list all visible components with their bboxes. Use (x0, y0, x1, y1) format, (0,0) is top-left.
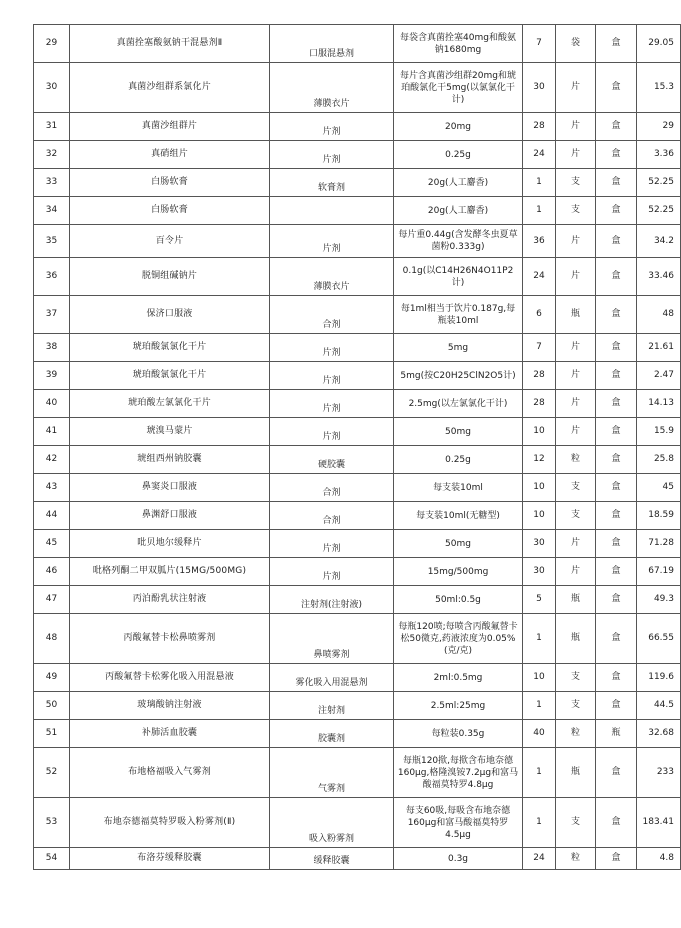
unit-cell: 瓶 (556, 586, 596, 614)
dosage-form-cell: 合剂 (270, 502, 394, 530)
table-row (34, 390, 681, 418)
table-row (34, 586, 681, 614)
price-cell: 2.47 (637, 362, 681, 390)
price-cell: 21.61 (637, 334, 681, 362)
row-number-cell: 54 (34, 848, 70, 870)
drug-name-cell: 真菌沙组群片 (70, 113, 270, 141)
package-cell: 盒 (596, 362, 637, 390)
price-cell: 25.8 (637, 446, 681, 474)
row-number-cell: 49 (34, 664, 70, 692)
dosage-form-cell: 气雾剂 (270, 748, 394, 798)
row-number-cell: 53 (34, 798, 70, 848)
row-number-cell: 39 (34, 362, 70, 390)
unit-cell: 片 (556, 362, 596, 390)
package-cell: 盒 (596, 258, 637, 296)
row-number-cell: 41 (34, 418, 70, 446)
specification-cell: 2.5mg(以左氯氯化干计) (394, 390, 523, 418)
specification-cell: 20mg (394, 113, 523, 141)
table-row (34, 334, 681, 362)
drug-name-cell: 琥珀酸氯氯化干片 (70, 334, 270, 362)
package-cell: 盒 (596, 748, 637, 798)
row-number-cell: 44 (34, 502, 70, 530)
row-number-cell: 29 (34, 25, 70, 63)
table-row (34, 474, 681, 502)
unit-cell: 粒 (556, 848, 596, 870)
unit-cell: 片 (556, 63, 596, 113)
package-cell: 盒 (596, 418, 637, 446)
dosage-form-cell: 鼻喷雾剂 (270, 614, 394, 664)
specification-cell: 5mg(按C20H25ClN2O5计) (394, 362, 523, 390)
dosage-form-cell: 合剂 (270, 296, 394, 334)
drug-name-cell: 布地奈德福莫特罗吸入粉雾剂(Ⅱ) (70, 798, 270, 848)
specification-cell: 50mg (394, 418, 523, 446)
package-cell: 盒 (596, 225, 637, 258)
quantity-cell: 28 (523, 362, 556, 390)
drug-name-cell: 琥组西州钠胶囊 (70, 446, 270, 474)
price-cell: 233 (637, 748, 681, 798)
price-cell: 45 (637, 474, 681, 502)
unit-cell: 片 (556, 258, 596, 296)
drug-name-cell: 布地格福吸入气雾剂 (70, 748, 270, 798)
quantity-cell: 7 (523, 334, 556, 362)
row-number-cell: 48 (34, 614, 70, 664)
dosage-form-cell: 片剂 (270, 141, 394, 169)
unit-cell: 粒 (556, 446, 596, 474)
price-cell: 183.41 (637, 798, 681, 848)
specification-cell: 20g(人工麝香) (394, 169, 523, 197)
specification-cell: 每1ml相当于饮片0.187g,每瓶装10ml (394, 296, 523, 334)
unit-cell: 片 (556, 390, 596, 418)
dosage-form-cell: 薄膜衣片 (270, 63, 394, 113)
drug-name-cell: 真菌拴塞酸氨钠干混悬剂Ⅱ (70, 25, 270, 63)
dosage-form-cell: 片剂 (270, 558, 394, 586)
package-cell: 盒 (596, 692, 637, 720)
price-cell: 14.13 (637, 390, 681, 418)
price-cell: 32.68 (637, 720, 681, 748)
price-cell: 49.3 (637, 586, 681, 614)
drug-name-cell: 鼻窦炎口服液 (70, 474, 270, 502)
table-row (34, 258, 681, 296)
row-number-cell: 38 (34, 334, 70, 362)
unit-cell: 瓶 (556, 296, 596, 334)
specification-cell: 每袋含真菌拴塞40mg和酸氨钠1680mg (394, 25, 523, 63)
unit-cell: 片 (556, 113, 596, 141)
quantity-cell: 30 (523, 530, 556, 558)
price-cell: 34.2 (637, 225, 681, 258)
row-number-cell: 31 (34, 113, 70, 141)
unit-cell: 片 (556, 558, 596, 586)
package-cell: 盒 (596, 586, 637, 614)
package-cell: 盒 (596, 141, 637, 169)
drug-name-cell: 丙酸氟替卡松鼻喷雾剂 (70, 614, 270, 664)
table-row (34, 225, 681, 258)
quantity-cell: 24 (523, 848, 556, 870)
drug-name-cell: 真菌沙组群系氯化片 (70, 63, 270, 113)
table-row (34, 446, 681, 474)
price-cell: 15.3 (637, 63, 681, 113)
quantity-cell: 12 (523, 446, 556, 474)
drug-name-cell: 鼻渊舒口服液 (70, 502, 270, 530)
price-cell: 4.8 (637, 848, 681, 870)
package-cell: 盒 (596, 197, 637, 225)
package-cell: 盒 (596, 558, 637, 586)
package-cell: 盒 (596, 113, 637, 141)
table-row (34, 141, 681, 169)
quantity-cell: 10 (523, 474, 556, 502)
package-cell: 盒 (596, 390, 637, 418)
dosage-form-cell: 硬胶囊 (270, 446, 394, 474)
specification-cell: 2ml:0.5mg (394, 664, 523, 692)
dosage-form-cell: 片剂 (270, 390, 394, 418)
row-number-cell: 42 (34, 446, 70, 474)
price-cell: 18.59 (637, 502, 681, 530)
specification-cell: 每瓶120喷;每喷含丙酸氟替卡松50微克,药液浓度为0.05%(克/克) (394, 614, 523, 664)
quantity-cell: 10 (523, 664, 556, 692)
dosage-form-cell (270, 197, 394, 225)
quantity-cell: 5 (523, 586, 556, 614)
table-body (34, 25, 681, 870)
price-cell: 52.25 (637, 169, 681, 197)
specification-cell: 每粒装0.35g (394, 720, 523, 748)
package-cell: 盒 (596, 502, 637, 530)
unit-cell: 支 (556, 502, 596, 530)
table-row (34, 558, 681, 586)
row-number-cell: 32 (34, 141, 70, 169)
drug-name-cell: 保济口服液 (70, 296, 270, 334)
price-cell: 71.28 (637, 530, 681, 558)
price-cell: 119.6 (637, 664, 681, 692)
quantity-cell: 24 (523, 141, 556, 169)
row-number-cell: 50 (34, 692, 70, 720)
row-number-cell: 34 (34, 197, 70, 225)
drug-name-cell: 白肠软膏 (70, 169, 270, 197)
drug-name-cell: 白肠软膏 (70, 197, 270, 225)
quantity-cell: 7 (523, 25, 556, 63)
row-number-cell: 52 (34, 748, 70, 798)
row-number-cell: 46 (34, 558, 70, 586)
drug-name-cell: 丙酸氟替卡松雾化吸入用混悬液 (70, 664, 270, 692)
unit-cell: 瓶 (556, 748, 596, 798)
table-row (34, 720, 681, 748)
package-cell: 盒 (596, 169, 637, 197)
table-row (34, 530, 681, 558)
drug-name-cell: 补肺活血胶囊 (70, 720, 270, 748)
quantity-cell: 1 (523, 169, 556, 197)
drug-name-cell: 琥溴马蒙片 (70, 418, 270, 446)
unit-cell: 袋 (556, 25, 596, 63)
price-cell: 67.19 (637, 558, 681, 586)
price-cell: 44.5 (637, 692, 681, 720)
specification-cell: 50mg (394, 530, 523, 558)
package-cell: 盒 (596, 446, 637, 474)
specification-cell: 每片重0.44g(含发酵冬虫夏草菌粉0.333g) (394, 225, 523, 258)
price-cell: 15.9 (637, 418, 681, 446)
drug-name-cell: 百令片 (70, 225, 270, 258)
package-cell: 盒 (596, 296, 637, 334)
dosage-form-cell: 片剂 (270, 113, 394, 141)
unit-cell: 粒 (556, 720, 596, 748)
dosage-form-cell: 软膏剂 (270, 169, 394, 197)
price-cell: 33.46 (637, 258, 681, 296)
package-cell: 盒 (596, 474, 637, 502)
table-row (34, 197, 681, 225)
price-cell: 3.36 (637, 141, 681, 169)
quantity-cell: 10 (523, 502, 556, 530)
quantity-cell: 28 (523, 390, 556, 418)
quantity-cell: 1 (523, 798, 556, 848)
price-cell: 29 (637, 113, 681, 141)
table-row (34, 296, 681, 334)
quantity-cell: 1 (523, 614, 556, 664)
table-row (34, 664, 681, 692)
dosage-form-cell: 片剂 (270, 334, 394, 362)
row-number-cell: 40 (34, 390, 70, 418)
specification-cell: 每片含真菌沙组群20mg和琥珀酸氯化干5mg(以氯氯化干计) (394, 63, 523, 113)
unit-cell: 片 (556, 141, 596, 169)
specification-cell: 0.25g (394, 446, 523, 474)
row-number-cell: 33 (34, 169, 70, 197)
unit-cell: 支 (556, 169, 596, 197)
dosage-form-cell: 雾化吸入用混悬剂 (270, 664, 394, 692)
unit-cell: 片 (556, 334, 596, 362)
row-number-cell: 30 (34, 63, 70, 113)
specification-cell: 每支60吸,每吸含布地奈德160μg和富马酸福莫特罗4.5μg (394, 798, 523, 848)
row-number-cell: 35 (34, 225, 70, 258)
drug-name-cell: 真硝组片 (70, 141, 270, 169)
row-number-cell: 47 (34, 586, 70, 614)
drug-name-cell: 吡贝地尔缓释片 (70, 530, 270, 558)
specification-cell: 0.3g (394, 848, 523, 870)
quantity-cell: 1 (523, 692, 556, 720)
drug-name-cell: 琥珀酸左氯氯化干片 (70, 390, 270, 418)
dosage-form-cell: 片剂 (270, 530, 394, 558)
specification-cell: 每瓶120揿,每揿含布地奈德160μg,格隆溴铵7.2μg和富马酸福莫特罗4.8μg (394, 748, 523, 798)
table-row (34, 418, 681, 446)
specification-cell: 每支装10ml(无糖型) (394, 502, 523, 530)
specification-cell: 2.5ml:25mg (394, 692, 523, 720)
specification-cell: 50ml:0.5g (394, 586, 523, 614)
table-row (34, 848, 681, 870)
package-cell: 盒 (596, 530, 637, 558)
package-cell: 盒 (596, 63, 637, 113)
quantity-cell: 30 (523, 558, 556, 586)
dosage-form-cell: 片剂 (270, 362, 394, 390)
specification-cell: 0.1g(以C14H26N4O11P2计) (394, 258, 523, 296)
dosage-form-cell: 薄膜衣片 (270, 258, 394, 296)
unit-cell: 支 (556, 692, 596, 720)
unit-cell: 支 (556, 798, 596, 848)
table-row (34, 113, 681, 141)
row-number-cell: 51 (34, 720, 70, 748)
unit-cell: 支 (556, 664, 596, 692)
table-row (34, 798, 681, 848)
package-cell: 盒 (596, 334, 637, 362)
drug-name-cell: 琥珀酸氯氯化干片 (70, 362, 270, 390)
price-cell: 29.05 (637, 25, 681, 63)
quantity-cell: 36 (523, 225, 556, 258)
specification-cell: 0.25g (394, 141, 523, 169)
dosage-form-cell: 片剂 (270, 418, 394, 446)
table-row (34, 169, 681, 197)
table-row (34, 692, 681, 720)
dosage-form-cell: 注射剂 (270, 692, 394, 720)
row-number-cell: 45 (34, 530, 70, 558)
table-row (34, 362, 681, 390)
quantity-cell: 40 (523, 720, 556, 748)
package-cell: 盒 (596, 614, 637, 664)
unit-cell: 瓶 (556, 614, 596, 664)
table-row (34, 614, 681, 664)
quantity-cell: 1 (523, 748, 556, 798)
quantity-cell: 10 (523, 418, 556, 446)
specification-cell: 20g(人工麝香) (394, 197, 523, 225)
price-cell: 52.25 (637, 197, 681, 225)
unit-cell: 片 (556, 530, 596, 558)
drug-price-table (33, 24, 681, 870)
dosage-form-cell: 口服混悬剂 (270, 25, 394, 63)
specification-cell: 5mg (394, 334, 523, 362)
package-cell: 盒 (596, 664, 637, 692)
package-cell: 盒 (596, 798, 637, 848)
drug-name-cell: 脱铜组碱钠片 (70, 258, 270, 296)
package-cell: 盒 (596, 848, 637, 870)
table-row (34, 25, 681, 63)
package-cell: 盒 (596, 25, 637, 63)
table-row (34, 63, 681, 113)
table-row (34, 502, 681, 530)
unit-cell: 支 (556, 474, 596, 502)
dosage-form-cell: 吸入粉雾剂 (270, 798, 394, 848)
quantity-cell: 24 (523, 258, 556, 296)
unit-cell: 支 (556, 197, 596, 225)
drug-name-cell: 丙泊酚乳状注射液 (70, 586, 270, 614)
price-cell: 48 (637, 296, 681, 334)
drug-name-cell: 布洛芬缓释胶囊 (70, 848, 270, 870)
quantity-cell: 1 (523, 197, 556, 225)
specification-cell: 15mg/500mg (394, 558, 523, 586)
specification-cell: 每支装10ml (394, 474, 523, 502)
unit-cell: 片 (556, 418, 596, 446)
table-row (34, 748, 681, 798)
quantity-cell: 30 (523, 63, 556, 113)
row-number-cell: 36 (34, 258, 70, 296)
row-number-cell: 43 (34, 474, 70, 502)
quantity-cell: 6 (523, 296, 556, 334)
dosage-form-cell: 缓释胶囊 (270, 848, 394, 870)
row-number-cell: 37 (34, 296, 70, 334)
dosage-form-cell: 胶囊剂 (270, 720, 394, 748)
dosage-form-cell: 合剂 (270, 474, 394, 502)
dosage-form-cell: 片剂 (270, 225, 394, 258)
drug-name-cell: 吡格列酮二甲双胍片(15MG/500MG) (70, 558, 270, 586)
quantity-cell: 28 (523, 113, 556, 141)
package-cell: 瓶 (596, 720, 637, 748)
price-cell: 66.55 (637, 614, 681, 664)
drug-name-cell: 玻璃酸钠注射液 (70, 692, 270, 720)
dosage-form-cell: 注射剂(注射液) (270, 586, 394, 614)
unit-cell: 片 (556, 225, 596, 258)
